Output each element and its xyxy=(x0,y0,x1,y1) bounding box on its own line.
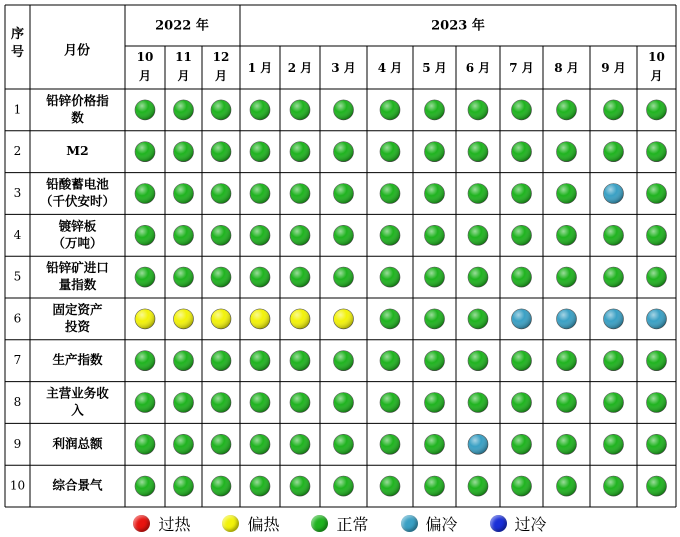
status-light-shine xyxy=(647,100,667,120)
status-light-shine xyxy=(557,309,577,329)
legend-label: 偏热 xyxy=(247,515,280,534)
status-light-shine xyxy=(250,434,270,454)
indicator-name: 主营业务收入 xyxy=(46,385,109,418)
status-light-shine xyxy=(557,351,577,371)
status-light-shine xyxy=(250,351,270,371)
status-light-shine xyxy=(380,142,400,162)
month-label: 10 月 xyxy=(136,50,154,83)
year-2023-header: 2023 年 xyxy=(431,18,485,34)
status-light-shine xyxy=(174,142,194,162)
legend-dot-warm xyxy=(222,515,239,532)
table-row xyxy=(10,476,667,496)
indicator-name: 生产指数 xyxy=(52,352,103,368)
status-light-shine xyxy=(468,434,488,454)
status-light-shine xyxy=(425,142,445,162)
row-number: 8 xyxy=(13,395,22,409)
row-number: 3 xyxy=(13,186,22,200)
table-row xyxy=(14,434,667,454)
status-light-shine xyxy=(468,184,488,204)
status-light-shine xyxy=(380,225,400,245)
status-light-shine xyxy=(380,476,400,496)
row-number: 2 xyxy=(13,144,22,159)
status-light-shine xyxy=(135,309,155,329)
status-light-shine xyxy=(135,100,155,120)
month-label: 11 月 xyxy=(175,50,192,83)
month-label: 3 月 xyxy=(331,61,356,75)
legend-dot-overheat xyxy=(133,515,150,532)
status-light-shine xyxy=(211,142,231,162)
month-label: 9 月 xyxy=(601,61,626,75)
status-light-shine xyxy=(512,351,532,371)
status-light-shine xyxy=(512,434,532,454)
status-light-shine xyxy=(211,184,231,204)
status-light-shine xyxy=(604,476,624,496)
status-light-shine xyxy=(647,267,667,287)
status-light-shine xyxy=(604,309,624,329)
month-header: 月份 xyxy=(63,43,91,59)
status-light-shine xyxy=(290,184,310,204)
indicator-name: 铅锌价格指数 xyxy=(46,92,109,125)
status-light-shine xyxy=(425,267,445,287)
status-light-shine xyxy=(468,309,488,329)
status-light-shine xyxy=(250,393,270,413)
status-light-shine xyxy=(334,393,354,413)
status-light-shine xyxy=(250,309,270,329)
legend-dot-normal xyxy=(311,515,328,532)
status-light-shine xyxy=(557,184,577,204)
status-light-shine xyxy=(380,100,400,120)
legend-item-cool xyxy=(401,512,458,535)
status-light-shine xyxy=(647,351,667,371)
status-light-shine xyxy=(468,225,488,245)
indicator-name: 利润总额 xyxy=(52,435,103,451)
indicator-name: 固定资产投资 xyxy=(52,301,103,334)
row-number: 5 xyxy=(13,269,22,284)
status-light-shine xyxy=(647,476,667,496)
status-light-shine xyxy=(250,267,270,287)
status-light-shine xyxy=(468,267,488,287)
indicator-name: M2 xyxy=(66,143,89,159)
status-light-shine xyxy=(647,225,667,245)
table-grid-lines xyxy=(5,5,676,507)
status-light-shine xyxy=(334,225,354,245)
status-light-shine xyxy=(334,309,354,329)
month-label: 5 月 xyxy=(422,61,447,75)
row-number: 4 xyxy=(13,227,22,242)
status-light-shine xyxy=(211,267,231,287)
status-light-shine xyxy=(604,393,624,413)
status-light-shine xyxy=(557,142,577,162)
month-label: 2 月 xyxy=(287,61,313,75)
status-light-shine xyxy=(174,267,194,287)
status-light-shine xyxy=(604,351,624,371)
status-light-shine xyxy=(250,142,270,162)
status-light-shine xyxy=(135,476,155,496)
status-light-shine xyxy=(604,100,624,120)
status-light-shine xyxy=(380,434,400,454)
status-light-shine xyxy=(647,142,667,162)
status-light-shine xyxy=(512,393,532,413)
status-light-shine xyxy=(647,309,667,329)
status-light-shine xyxy=(604,434,624,454)
row-number: 6 xyxy=(13,311,22,326)
status-light-shine xyxy=(425,184,445,204)
status-light-shine xyxy=(512,476,532,496)
legend-item-overcool xyxy=(490,512,547,535)
status-light-shine xyxy=(334,267,354,287)
status-light-shine xyxy=(334,184,354,204)
status-light-shine xyxy=(380,309,400,329)
status-light-shine xyxy=(468,100,488,120)
status-light-shine xyxy=(250,225,270,245)
status-light-shine xyxy=(425,476,445,496)
status-light-shine xyxy=(334,142,354,162)
status-light-shine xyxy=(468,142,488,162)
status-light-shine xyxy=(290,434,310,454)
status-light-shine xyxy=(425,393,445,413)
status-light-shine xyxy=(380,393,400,413)
status-light-shine xyxy=(211,225,231,245)
legend-label: 偏冷 xyxy=(425,515,458,534)
status-light-shine xyxy=(425,351,445,371)
status-light-shine xyxy=(647,393,667,413)
status-light-shine xyxy=(334,434,354,454)
status-light-shine xyxy=(174,351,194,371)
status-light-shine xyxy=(290,225,310,245)
status-light-shine xyxy=(604,225,624,245)
row-number: 9 xyxy=(13,436,22,451)
status-light-shine xyxy=(380,267,400,287)
status-light-shine xyxy=(250,184,270,204)
month-label: 10 月 xyxy=(648,50,665,83)
status-light-shine xyxy=(512,100,532,120)
table-row xyxy=(14,218,667,250)
status-light-shine xyxy=(468,476,488,496)
month-label: 4 月 xyxy=(377,61,403,75)
indicator-name: 镀锌板（万吨） xyxy=(52,218,103,251)
status-light-shine xyxy=(604,267,624,287)
status-light-shine xyxy=(512,309,532,329)
status-light-shine xyxy=(135,393,155,413)
row-number: 1 xyxy=(13,102,22,117)
status-light-shine xyxy=(174,434,194,454)
status-light-shine xyxy=(290,267,310,287)
status-light-shine xyxy=(334,351,354,371)
status-light-shine xyxy=(425,309,445,329)
table-row xyxy=(14,177,667,209)
legend xyxy=(0,510,680,537)
status-light-shine xyxy=(334,476,354,496)
status-light-shine xyxy=(557,225,577,245)
status-light-shine xyxy=(174,100,194,120)
month-label: 12 月 xyxy=(212,50,230,83)
row-number: 7 xyxy=(13,353,22,368)
status-light-shine xyxy=(211,100,231,120)
status-light-shine xyxy=(290,393,310,413)
table-row xyxy=(14,93,667,125)
status-light-shine xyxy=(211,434,231,454)
table-row xyxy=(14,351,667,371)
month-label: 6 月 xyxy=(465,61,491,75)
row-number: 10 xyxy=(9,478,26,493)
status-light-shine xyxy=(557,100,577,120)
status-light-shine xyxy=(135,184,155,204)
status-light-shine xyxy=(135,142,155,162)
status-light-shine xyxy=(250,100,270,120)
year-2022-header: 2022 年 xyxy=(155,18,209,34)
status-light-shine xyxy=(512,225,532,245)
indicator-name: 铅锌矿进口量指数 xyxy=(46,260,109,293)
status-light-shine xyxy=(174,476,194,496)
status-light-shine xyxy=(425,100,445,120)
table-row xyxy=(14,260,667,292)
status-light-shine xyxy=(380,351,400,371)
status-light-shine xyxy=(290,100,310,120)
status-light-shine xyxy=(290,476,310,496)
status-light-shine xyxy=(425,225,445,245)
status-light-shine xyxy=(174,225,194,245)
legend-label: 过热 xyxy=(158,515,191,534)
legend-item-normal xyxy=(311,512,368,535)
status-light-shine xyxy=(425,434,445,454)
status-light-shine xyxy=(334,100,354,120)
month-header-row xyxy=(137,50,665,83)
indicator-name: 铅酸蓄电池（千伏安时） xyxy=(39,176,116,209)
status-light-shine xyxy=(174,309,194,329)
status-light-shine xyxy=(557,393,577,413)
indicator-rows xyxy=(10,93,667,496)
legend-item-warm xyxy=(222,512,279,535)
table-row xyxy=(14,142,667,162)
status-light-shine xyxy=(174,393,194,413)
seq-header: 序号 xyxy=(10,27,25,60)
month-label: 1 月 xyxy=(247,61,273,75)
status-light-shine xyxy=(557,434,577,454)
status-light-shine xyxy=(512,184,532,204)
status-light-shine xyxy=(557,476,577,496)
month-label: 7 月 xyxy=(509,61,534,75)
legend-label: 正常 xyxy=(336,515,369,534)
status-light-shine xyxy=(290,351,310,371)
table-row xyxy=(14,302,667,334)
status-light-shine xyxy=(174,184,194,204)
status-light-shine xyxy=(211,351,231,371)
status-light-shine xyxy=(604,142,624,162)
status-light-shine xyxy=(135,225,155,245)
status-light-shine xyxy=(604,184,624,204)
legend-item-overheat xyxy=(133,512,190,535)
status-light-shine xyxy=(647,184,667,204)
status-light-shine xyxy=(468,393,488,413)
status-light-shine xyxy=(380,184,400,204)
status-light-shine xyxy=(135,267,155,287)
legend-dot-overcool xyxy=(490,515,507,532)
status-light-shine xyxy=(512,142,532,162)
status-light-shine xyxy=(211,393,231,413)
status-light-shine xyxy=(290,142,310,162)
status-light-shine xyxy=(468,351,488,371)
month-label: 8 月 xyxy=(554,61,579,75)
status-light-shine xyxy=(211,476,231,496)
status-light-shine xyxy=(135,351,155,371)
indicator-name: 综合景气 xyxy=(52,477,103,493)
status-light-shine xyxy=(250,476,270,496)
status-light-shine xyxy=(290,309,310,329)
status-light-shine xyxy=(211,309,231,329)
status-light-shine xyxy=(135,434,155,454)
status-light-shine xyxy=(647,434,667,454)
table-row xyxy=(14,386,667,418)
legend-dot-cool xyxy=(401,515,418,532)
status-light-shine xyxy=(557,267,577,287)
status-light-shine xyxy=(512,267,532,287)
legend-label: 过冷 xyxy=(514,515,547,534)
